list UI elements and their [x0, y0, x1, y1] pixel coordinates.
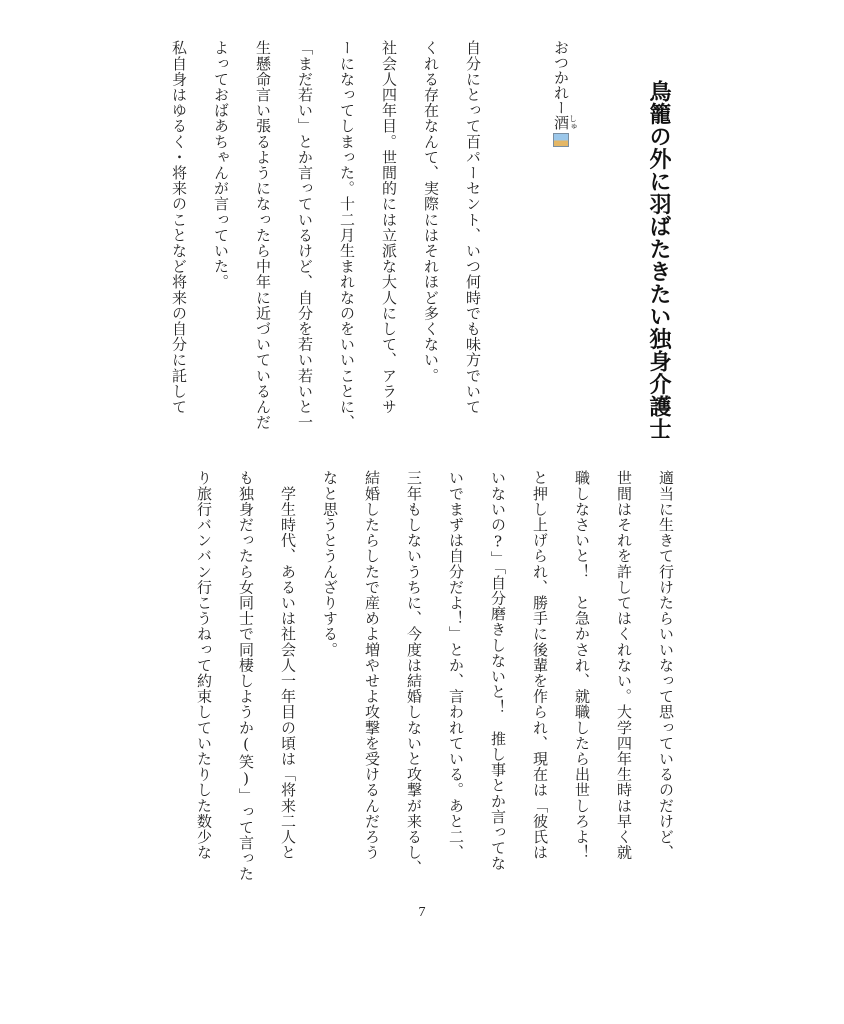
- lower-line-1: 適当に生きて行けたらいいなって思っているのだけど、: [657, 470, 675, 860]
- upper-line-3: 社会人四年目。世間的には立派な大人にして、アラサ: [380, 40, 398, 415]
- upper-line-6: 生懸命言い張るようになったら中年に近づいているんだ: [254, 40, 272, 430]
- lower-line-6: いでまずは自分だよ！」とか、言われている。あと二、: [447, 470, 465, 860]
- lower-line-10: 学生時代、あるいは社会人一年目の頃は「将来二人と: [279, 470, 297, 860]
- lower-line-5: いないの?」「自分磨きしないと！ 推し事とか言ってな: [489, 470, 507, 872]
- upper-line-5: 「まだ若い」とか言っているけど、自分を若い若いと一: [296, 40, 314, 430]
- upper-line-1: 自分にとって百パーセント、いつ何時でも味方でいて: [464, 40, 482, 415]
- author-byline: [550, 40, 577, 147]
- lower-line-9: なと思うとうんざりする。: [321, 470, 339, 658]
- lower-line-2: 世間はそれを許してはくれない。大学四年生時は早く就: [615, 470, 633, 860]
- lower-line-4: と押し上げられ、勝手に後輩を作られ、現在は「彼氏は: [531, 470, 549, 860]
- upper-line-2: くれる存在なんて、実際にはそれほど多くない。: [422, 40, 440, 384]
- upper-line-7: よっておばあちゃんが言っていた。: [212, 40, 230, 290]
- lower-line-12: り旅行バンバン行こうねって約束していたりした数少な: [195, 470, 213, 860]
- upper-line-8: 私自身はゆるく・将来のことなど将来の自分に託して: [170, 40, 188, 415]
- page-number: 7: [418, 905, 426, 920]
- author-name-last: 酒しゅ: [552, 114, 578, 131]
- author-name-prefix: おつかれー: [552, 40, 570, 115]
- lower-line-3: 職しなさいと！ と急かされ、就職したら出世しろよ！: [573, 470, 591, 860]
- lower-line-8: 結婚したらしたで産めよ増やせよ攻撃を受けるんだろう: [363, 470, 381, 860]
- lower-line-11: も独身だったら女同士で同棲しようか(笑)」って言った: [237, 470, 255, 882]
- lower-line-7: 三年もしないうちに、今度は結婚しないと攻撃が来るし、: [405, 470, 423, 876]
- chapter-title: 鳥籠の外に羽ばたきたい独身介護士: [646, 80, 672, 440]
- author-name-ruby: しゅ: [568, 114, 578, 131]
- upper-line-4: ーになってしまった。十二月生まれなのをいいことに、: [338, 40, 356, 430]
- author-avatar-icon: [553, 133, 569, 147]
